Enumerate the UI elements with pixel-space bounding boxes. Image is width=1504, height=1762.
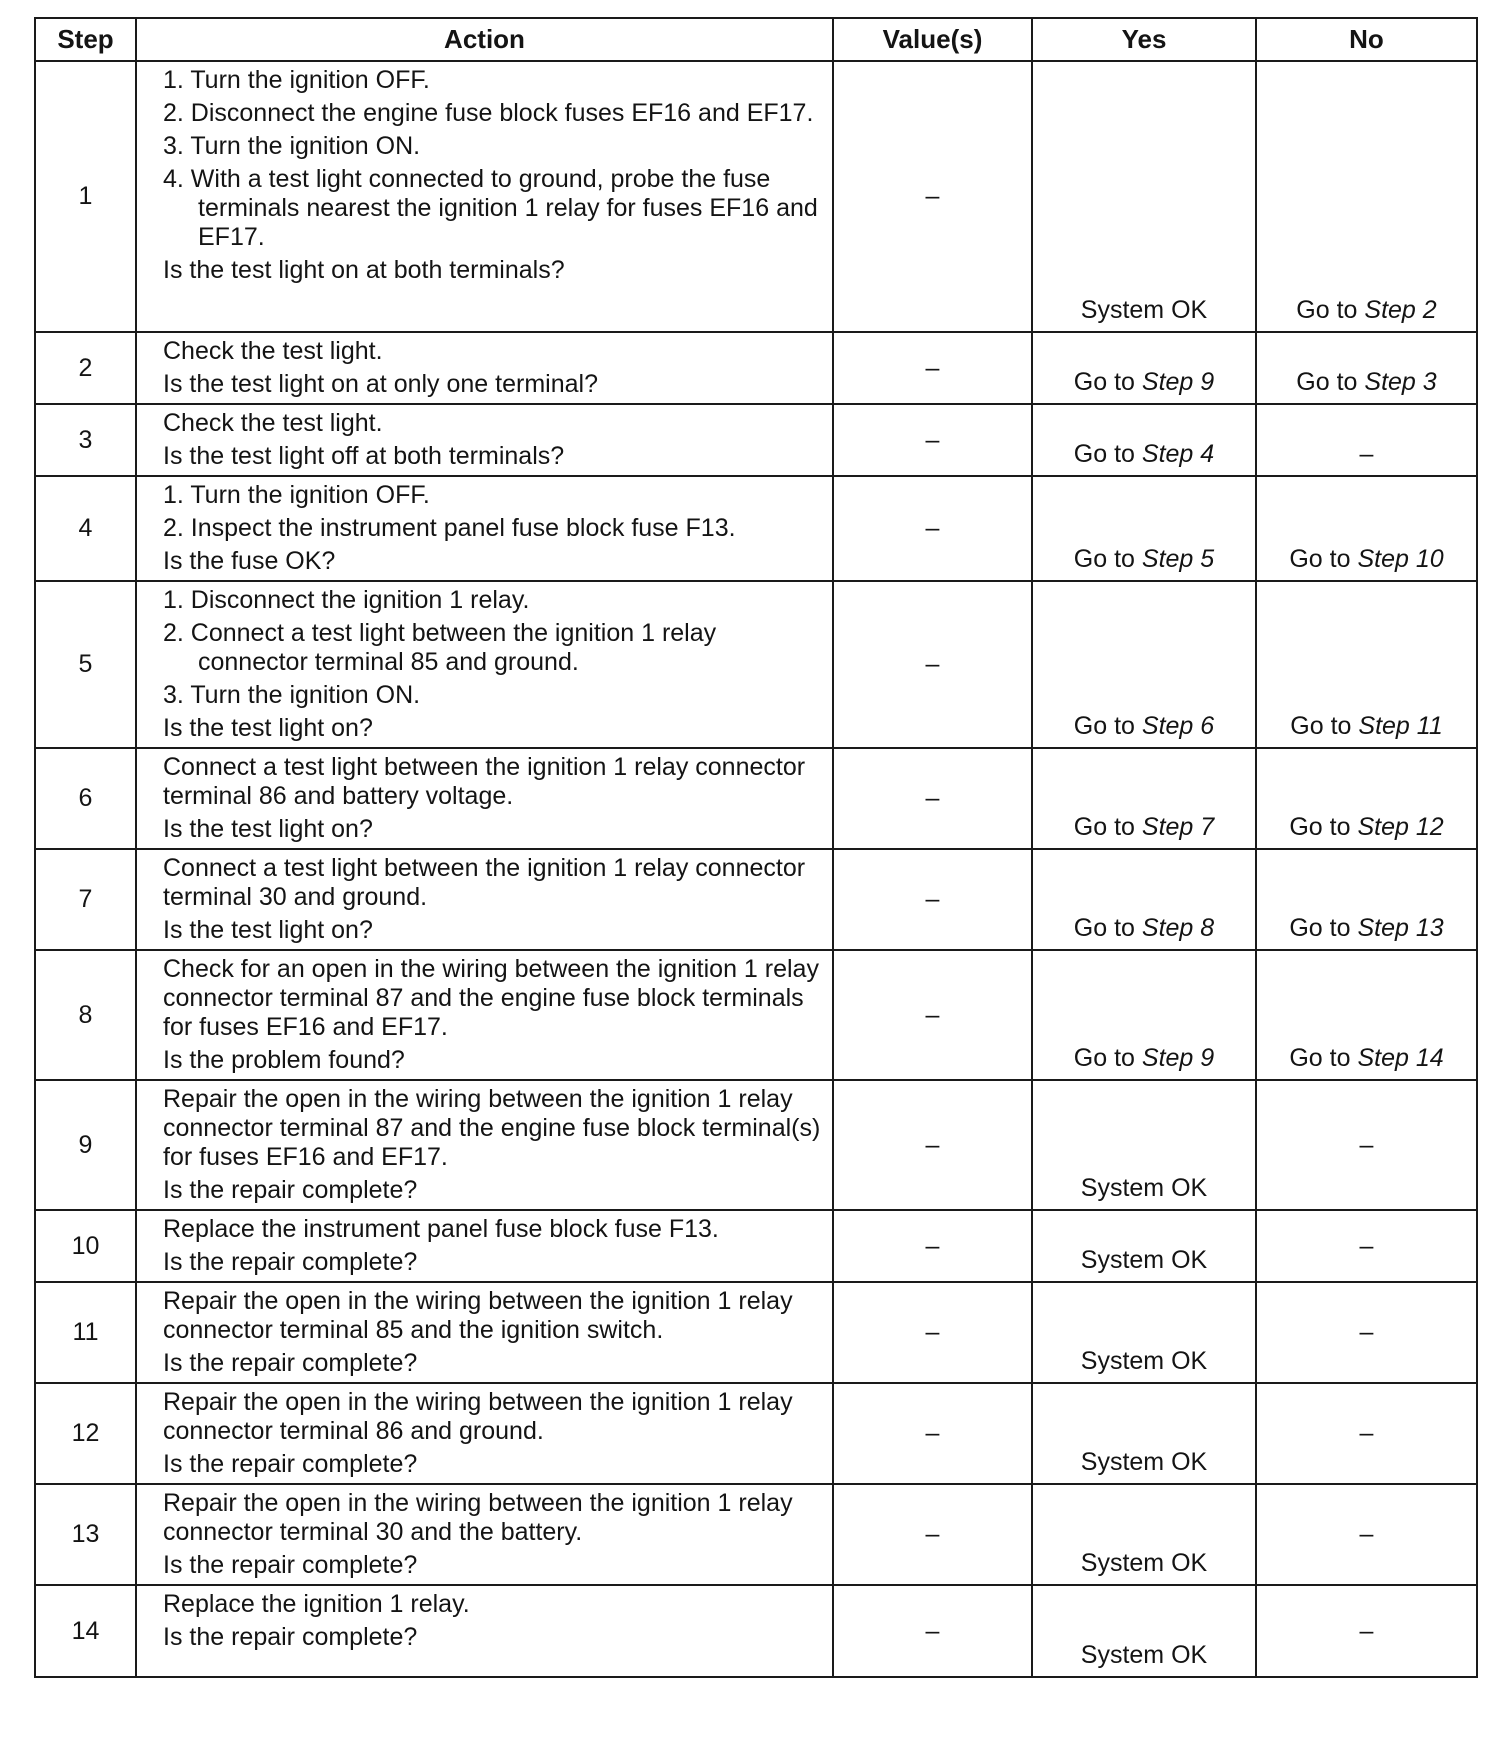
- no-step-ref: Step 14: [1357, 1044, 1444, 1072]
- table-row: [35, 61, 1477, 332]
- action-cell: [136, 1484, 833, 1585]
- header-no: No: [1256, 18, 1477, 61]
- action-instruction: 1. Turn the ignition OFF.: [163, 481, 430, 509]
- step-number: 9: [35, 1080, 136, 1210]
- action-question: Is the test light on?: [163, 815, 373, 843]
- header-values: Value(s): [833, 18, 1032, 61]
- action-instruction: Repair the open in the wiring between the ignition 1 relay connector terminal 30 and the battery.: [163, 1489, 793, 1546]
- yes-result: System OK: [1080, 1347, 1208, 1375]
- no-cell: [1256, 748, 1477, 849]
- yes-cell: [1032, 1282, 1256, 1383]
- value-dash: –: [925, 784, 940, 812]
- table-row: [35, 748, 1477, 849]
- step-number: 2: [35, 332, 136, 404]
- go-to-label: Go to: [1289, 813, 1351, 841]
- action-instruction: 1. Turn the ignition OFF.: [163, 66, 430, 94]
- no-cell: [1256, 61, 1477, 332]
- step-number: 7: [35, 849, 136, 950]
- action-instruction: Connect a test light between the ignition 1 relay connector terminal 86 and battery voltage.: [163, 753, 806, 810]
- yes-cell: [1032, 476, 1256, 581]
- action-cell: [136, 1080, 833, 1210]
- yes-cell: [1032, 1585, 1256, 1677]
- value-cell: [833, 476, 1032, 581]
- action-cell: [136, 950, 833, 1080]
- step-number: 1: [35, 61, 136, 332]
- table-row: [35, 581, 1477, 748]
- action-instruction: 2. Disconnect the engine fuse block fuses EF16 and EF17.: [163, 99, 814, 127]
- yes-result: System OK: [1080, 1549, 1208, 1577]
- step-number: 8: [35, 950, 136, 1080]
- header-row: [35, 18, 1477, 61]
- step-number: 4: [35, 476, 136, 581]
- table-row: [35, 1080, 1477, 1210]
- step-number: 13: [35, 1484, 136, 1585]
- no-cell: [1256, 1383, 1477, 1484]
- no-dash: –: [1359, 1616, 1374, 1645]
- yes-cell: [1032, 581, 1256, 748]
- action-instruction: Connect a test light between the ignition 1 relay connector terminal 30 and ground.: [163, 854, 806, 911]
- value-cell: [833, 748, 1032, 849]
- action-instruction: 2. Connect a test light between the ignition 1 relay connector terminal 85 and ground.: [163, 619, 717, 676]
- step-number: 3: [35, 404, 136, 476]
- no-cell: [1256, 1282, 1477, 1383]
- value-cell: [833, 404, 1032, 476]
- no-dash: –: [1359, 1419, 1374, 1447]
- value-cell: [833, 1210, 1032, 1282]
- step-number: 6: [35, 748, 136, 849]
- go-to-label: Go to: [1073, 1044, 1135, 1072]
- action-instruction: Check the test light.: [163, 337, 383, 365]
- yes-cell: [1032, 748, 1256, 849]
- action-cell: [136, 332, 833, 404]
- go-to-label: Go to: [1073, 813, 1135, 841]
- go-to-label: Go to: [1290, 712, 1352, 740]
- diagnostic-table: [34, 17, 1478, 1678]
- no-dash: –: [1359, 1520, 1374, 1548]
- yes-result: System OK: [1080, 296, 1208, 324]
- action-cell: [136, 404, 833, 476]
- value-cell: [833, 849, 1032, 950]
- value-dash: –: [925, 353, 940, 382]
- yes-result: System OK: [1080, 1448, 1208, 1476]
- no-cell: [1256, 950, 1477, 1080]
- step-number: 12: [35, 1383, 136, 1484]
- action-question: Is the problem found?: [163, 1046, 405, 1074]
- value-cell: [833, 1383, 1032, 1484]
- table-row: [35, 1383, 1477, 1484]
- go-to-label: Go to: [1073, 440, 1135, 468]
- value-cell: [833, 1585, 1032, 1677]
- no-cell: [1256, 581, 1477, 748]
- go-to-label: Go to: [1073, 712, 1135, 740]
- table-row: [35, 1585, 1477, 1677]
- step-number: 11: [35, 1282, 136, 1383]
- go-to-label: Go to: [1289, 1044, 1351, 1072]
- action-cell: [136, 581, 833, 748]
- value-cell: [833, 1484, 1032, 1585]
- action-cell: [136, 1282, 833, 1383]
- value-dash: –: [925, 885, 940, 913]
- action-instruction: Replace the ignition 1 relay.: [163, 1590, 470, 1618]
- step-number: 5: [35, 581, 136, 748]
- action-cell: [136, 1383, 833, 1484]
- yes-result: System OK: [1080, 1641, 1208, 1669]
- action-question: Is the test light on at only one terminal?: [163, 370, 598, 398]
- value-cell: [833, 61, 1032, 332]
- action-question: Is the repair complete?: [163, 1551, 418, 1579]
- table-row: [35, 332, 1477, 404]
- no-cell: [1256, 332, 1477, 404]
- yes-step-ref: Step 9: [1141, 1044, 1215, 1072]
- action-instruction: Repair the open in the wiring between the ignition 1 relay connector terminal 85 and the ignition switch.: [163, 1287, 793, 1344]
- step-number: 14: [35, 1585, 136, 1677]
- header-yes: Yes: [1032, 18, 1256, 61]
- no-step-ref: Step 13: [1357, 914, 1444, 942]
- action-instruction: 3. Turn the ignition ON.: [163, 681, 421, 709]
- header-action: Action: [136, 18, 833, 61]
- no-cell: [1256, 849, 1477, 950]
- action-instruction: Repair the open in the wiring between the ignition 1 relay connector terminal 87 and the engine fuse block terminal(s) for fuses EF16 and EF17.: [163, 1085, 821, 1171]
- action-question: Is the repair complete?: [163, 1623, 418, 1651]
- no-step-ref: Step 11: [1358, 712, 1443, 740]
- yes-result: System OK: [1080, 1174, 1208, 1202]
- value-dash: –: [925, 1616, 940, 1645]
- action-instruction: Check for an open in the wiring between the ignition 1 relay connector terminal 87 and the engine fuse block terminals for fuses EF16 and EF17.: [163, 955, 819, 1041]
- go-to-label: Go to: [1073, 545, 1135, 573]
- no-cell: [1256, 1585, 1477, 1677]
- yes-step-ref: Step 9: [1141, 368, 1215, 396]
- no-cell: [1256, 1210, 1477, 1282]
- yes-step-ref: Step 6: [1141, 712, 1215, 740]
- no-cell: [1256, 1080, 1477, 1210]
- action-cell: [136, 748, 833, 849]
- action-question: Is the repair complete?: [163, 1248, 418, 1276]
- no-dash: –: [1359, 1231, 1374, 1260]
- table-row: [35, 1282, 1477, 1383]
- table-row: [35, 950, 1477, 1080]
- action-cell: [136, 1210, 833, 1282]
- action-cell: [136, 61, 833, 332]
- step-number: 10: [35, 1210, 136, 1282]
- value-dash: –: [925, 1130, 940, 1159]
- value-dash: –: [925, 1520, 940, 1548]
- yes-cell: [1032, 950, 1256, 1080]
- no-step-ref: Step 10: [1357, 545, 1444, 573]
- table-row: [35, 404, 1477, 476]
- yes-step-ref: Step 8: [1141, 914, 1215, 942]
- header-step: Step: [35, 18, 136, 61]
- value-dash: –: [925, 425, 940, 454]
- value-cell: [833, 1282, 1032, 1383]
- action-cell: [136, 476, 833, 581]
- yes-cell: [1032, 332, 1256, 404]
- table-row: [35, 1484, 1477, 1585]
- action-question: Is the test light on at both terminals?: [163, 256, 565, 284]
- yes-cell: [1032, 849, 1256, 950]
- yes-cell: [1032, 404, 1256, 476]
- action-question: Is the fuse OK?: [163, 547, 336, 575]
- yes-step-ref: Step 5: [1141, 545, 1215, 573]
- value-dash: –: [925, 514, 940, 542]
- no-step-ref: Step 2: [1364, 296, 1437, 324]
- action-question: Is the repair complete?: [163, 1450, 418, 1478]
- value-dash: –: [925, 1000, 940, 1029]
- action-instruction: 2. Inspect the instrument panel fuse block fuse F13.: [163, 514, 736, 542]
- value-dash: –: [925, 1318, 940, 1346]
- no-dash: –: [1359, 440, 1374, 468]
- table-row: [35, 849, 1477, 950]
- yes-cell: [1032, 1383, 1256, 1484]
- no-cell: [1256, 404, 1477, 476]
- action-instruction: 4. With a test light connected to ground, probe the fuse terminals nearest the ignition 1 relay for fuses EF16 and EF17.: [163, 165, 818, 251]
- action-cell: [136, 849, 833, 950]
- yes-result: System OK: [1080, 1246, 1208, 1274]
- value-dash: –: [925, 182, 940, 210]
- no-cell: [1256, 1484, 1477, 1585]
- value-cell: [833, 1080, 1032, 1210]
- no-dash: –: [1359, 1318, 1374, 1346]
- value-cell: [833, 950, 1032, 1080]
- action-question: Is the test light off at both terminals?: [163, 442, 565, 470]
- go-to-label: Go to: [1289, 545, 1351, 573]
- go-to-label: Go to: [1073, 368, 1135, 396]
- no-step-ref: Step 12: [1357, 813, 1444, 841]
- action-instruction: Repair the open in the wiring between the ignition 1 relay connector terminal 86 and ground.: [163, 1388, 793, 1445]
- value-cell: [833, 332, 1032, 404]
- yes-step-ref: Step 7: [1141, 813, 1215, 841]
- go-to-label: Go to: [1296, 296, 1358, 324]
- no-cell: [1256, 476, 1477, 581]
- action-question: Is the repair complete?: [163, 1349, 418, 1377]
- action-instruction: 1. Disconnect the ignition 1 relay.: [163, 586, 530, 614]
- action-question: Is the repair complete?: [163, 1176, 418, 1204]
- go-to-label: Go to: [1073, 914, 1135, 942]
- yes-cell: [1032, 1210, 1256, 1282]
- value-dash: –: [925, 1419, 940, 1447]
- action-instruction: 3. Turn the ignition ON.: [163, 132, 421, 160]
- yes-step-ref: Step 4: [1141, 440, 1215, 468]
- action-instruction: Check the test light.: [163, 409, 383, 437]
- action-cell: [136, 1585, 833, 1677]
- yes-cell: [1032, 61, 1256, 332]
- no-step-ref: Step 3: [1364, 368, 1437, 396]
- value-dash: –: [925, 1231, 940, 1260]
- value-dash: –: [925, 650, 940, 678]
- go-to-label: Go to: [1289, 914, 1351, 942]
- yes-cell: [1032, 1080, 1256, 1210]
- go-to-label: Go to: [1296, 368, 1358, 396]
- no-dash: –: [1359, 1130, 1374, 1159]
- action-question: Is the test light on?: [163, 916, 373, 944]
- table-row: [35, 1210, 1477, 1282]
- action-instruction: Replace the instrument panel fuse block fuse F13.: [163, 1215, 719, 1243]
- action-question: Is the test light on?: [163, 714, 373, 742]
- value-cell: [833, 581, 1032, 748]
- table-row: [35, 476, 1477, 581]
- yes-cell: [1032, 1484, 1256, 1585]
